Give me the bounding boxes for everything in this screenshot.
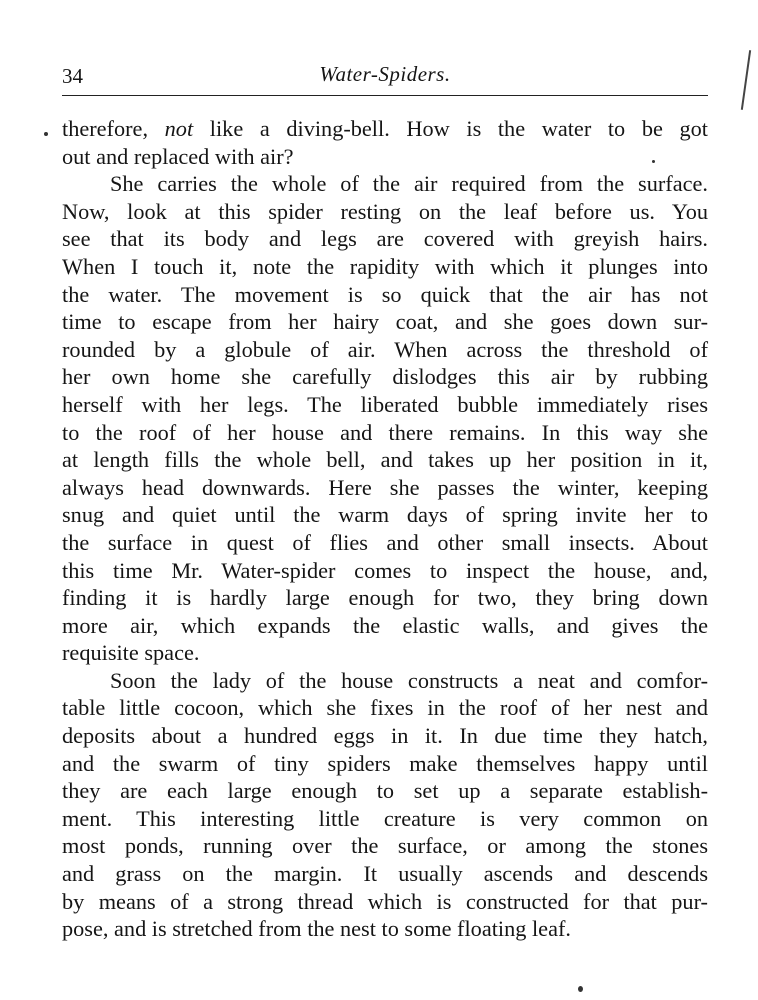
text-line: rounded by a globule of air. When across the threshold of <box>62 336 708 362</box>
text-line: and the swarm of tiny spiders make themselves happy until <box>62 750 708 776</box>
text-line: to the roof of her house and there remains. In this way she <box>62 419 708 445</box>
header-rule <box>62 95 708 96</box>
text-line: snug and quiet until the warm days of spring invite her to <box>62 502 708 528</box>
emphasis-not: not <box>164 116 194 141</box>
scan-speck <box>578 986 583 992</box>
text-line: always head downwards. Here she passes the winter, keeping <box>62 474 708 500</box>
text-line: time to escape from her hairy coat, and she goes down sur- <box>62 309 708 335</box>
scan-speck <box>44 132 48 136</box>
running-head <box>62 60 708 90</box>
text-line: therefore, not like a diving-bell. How is the water to be got <box>62 116 708 141</box>
text-line: When I touch it, note the rapidity with which it plunges into <box>62 253 708 279</box>
page-edge-mark <box>741 50 751 110</box>
text-line: out and replaced with air? <box>62 143 294 169</box>
text-line: pose, and is stretched from the nest to some floating leaf. <box>62 916 571 942</box>
text-line: this time Mr. Water-spider comes to inspect the house, and, <box>62 557 708 583</box>
text-line: ment. This interesting little creature is very common on <box>62 805 708 831</box>
text-line: table little cocoon, which she fixes in the roof of her nest and <box>62 695 708 721</box>
paragraph-1 <box>62 115 708 170</box>
text-line: She carries the whole of the air required from the surface. <box>110 171 708 197</box>
text-line: finding it is hardly large enough for two, they bring down <box>62 585 708 611</box>
text-line: the water. The movement is so quick that the air has not <box>62 281 708 307</box>
text-line: see that its body and legs are covered with greyish hairs. <box>62 226 708 252</box>
paragraph-3 <box>62 667 708 943</box>
text-line: her own home she carefully dislodges this air by rubbing <box>62 364 708 390</box>
text-line: herself with her legs. The liberated bubble immediately rises <box>62 391 708 417</box>
text-line: at length fills the whole bell, and takes up her position in it, <box>62 447 708 473</box>
text-line: more air, which expands the elastic walls, and gives the <box>62 612 708 638</box>
running-title: Water-Spiders. <box>319 62 451 86</box>
text-line: the surface in quest of flies and other small insects. About <box>62 529 708 555</box>
text-line: and grass on the margin. It usually ascends and descends <box>62 861 708 887</box>
page-number: 34 <box>62 64 83 88</box>
text-line: deposits about a hundred eggs in it. In due time they hatch, <box>62 723 708 749</box>
text-line: by means of a strong thread which is constructed for that pur- <box>62 888 708 914</box>
paragraph-2 <box>62 170 708 667</box>
text-line: Now, look at this spider resting on the leaf before us. You <box>62 198 708 224</box>
text-line: they are each large enough to set up a separate establish- <box>62 778 708 804</box>
scan-speck <box>652 160 655 163</box>
text-line: requisite space. <box>62 640 200 666</box>
body-text <box>62 115 708 943</box>
text-line: most ponds, running over the surface, or among the stones <box>62 833 708 859</box>
text-line: Soon the lady of the house constructs a neat and comfor- <box>110 667 708 693</box>
